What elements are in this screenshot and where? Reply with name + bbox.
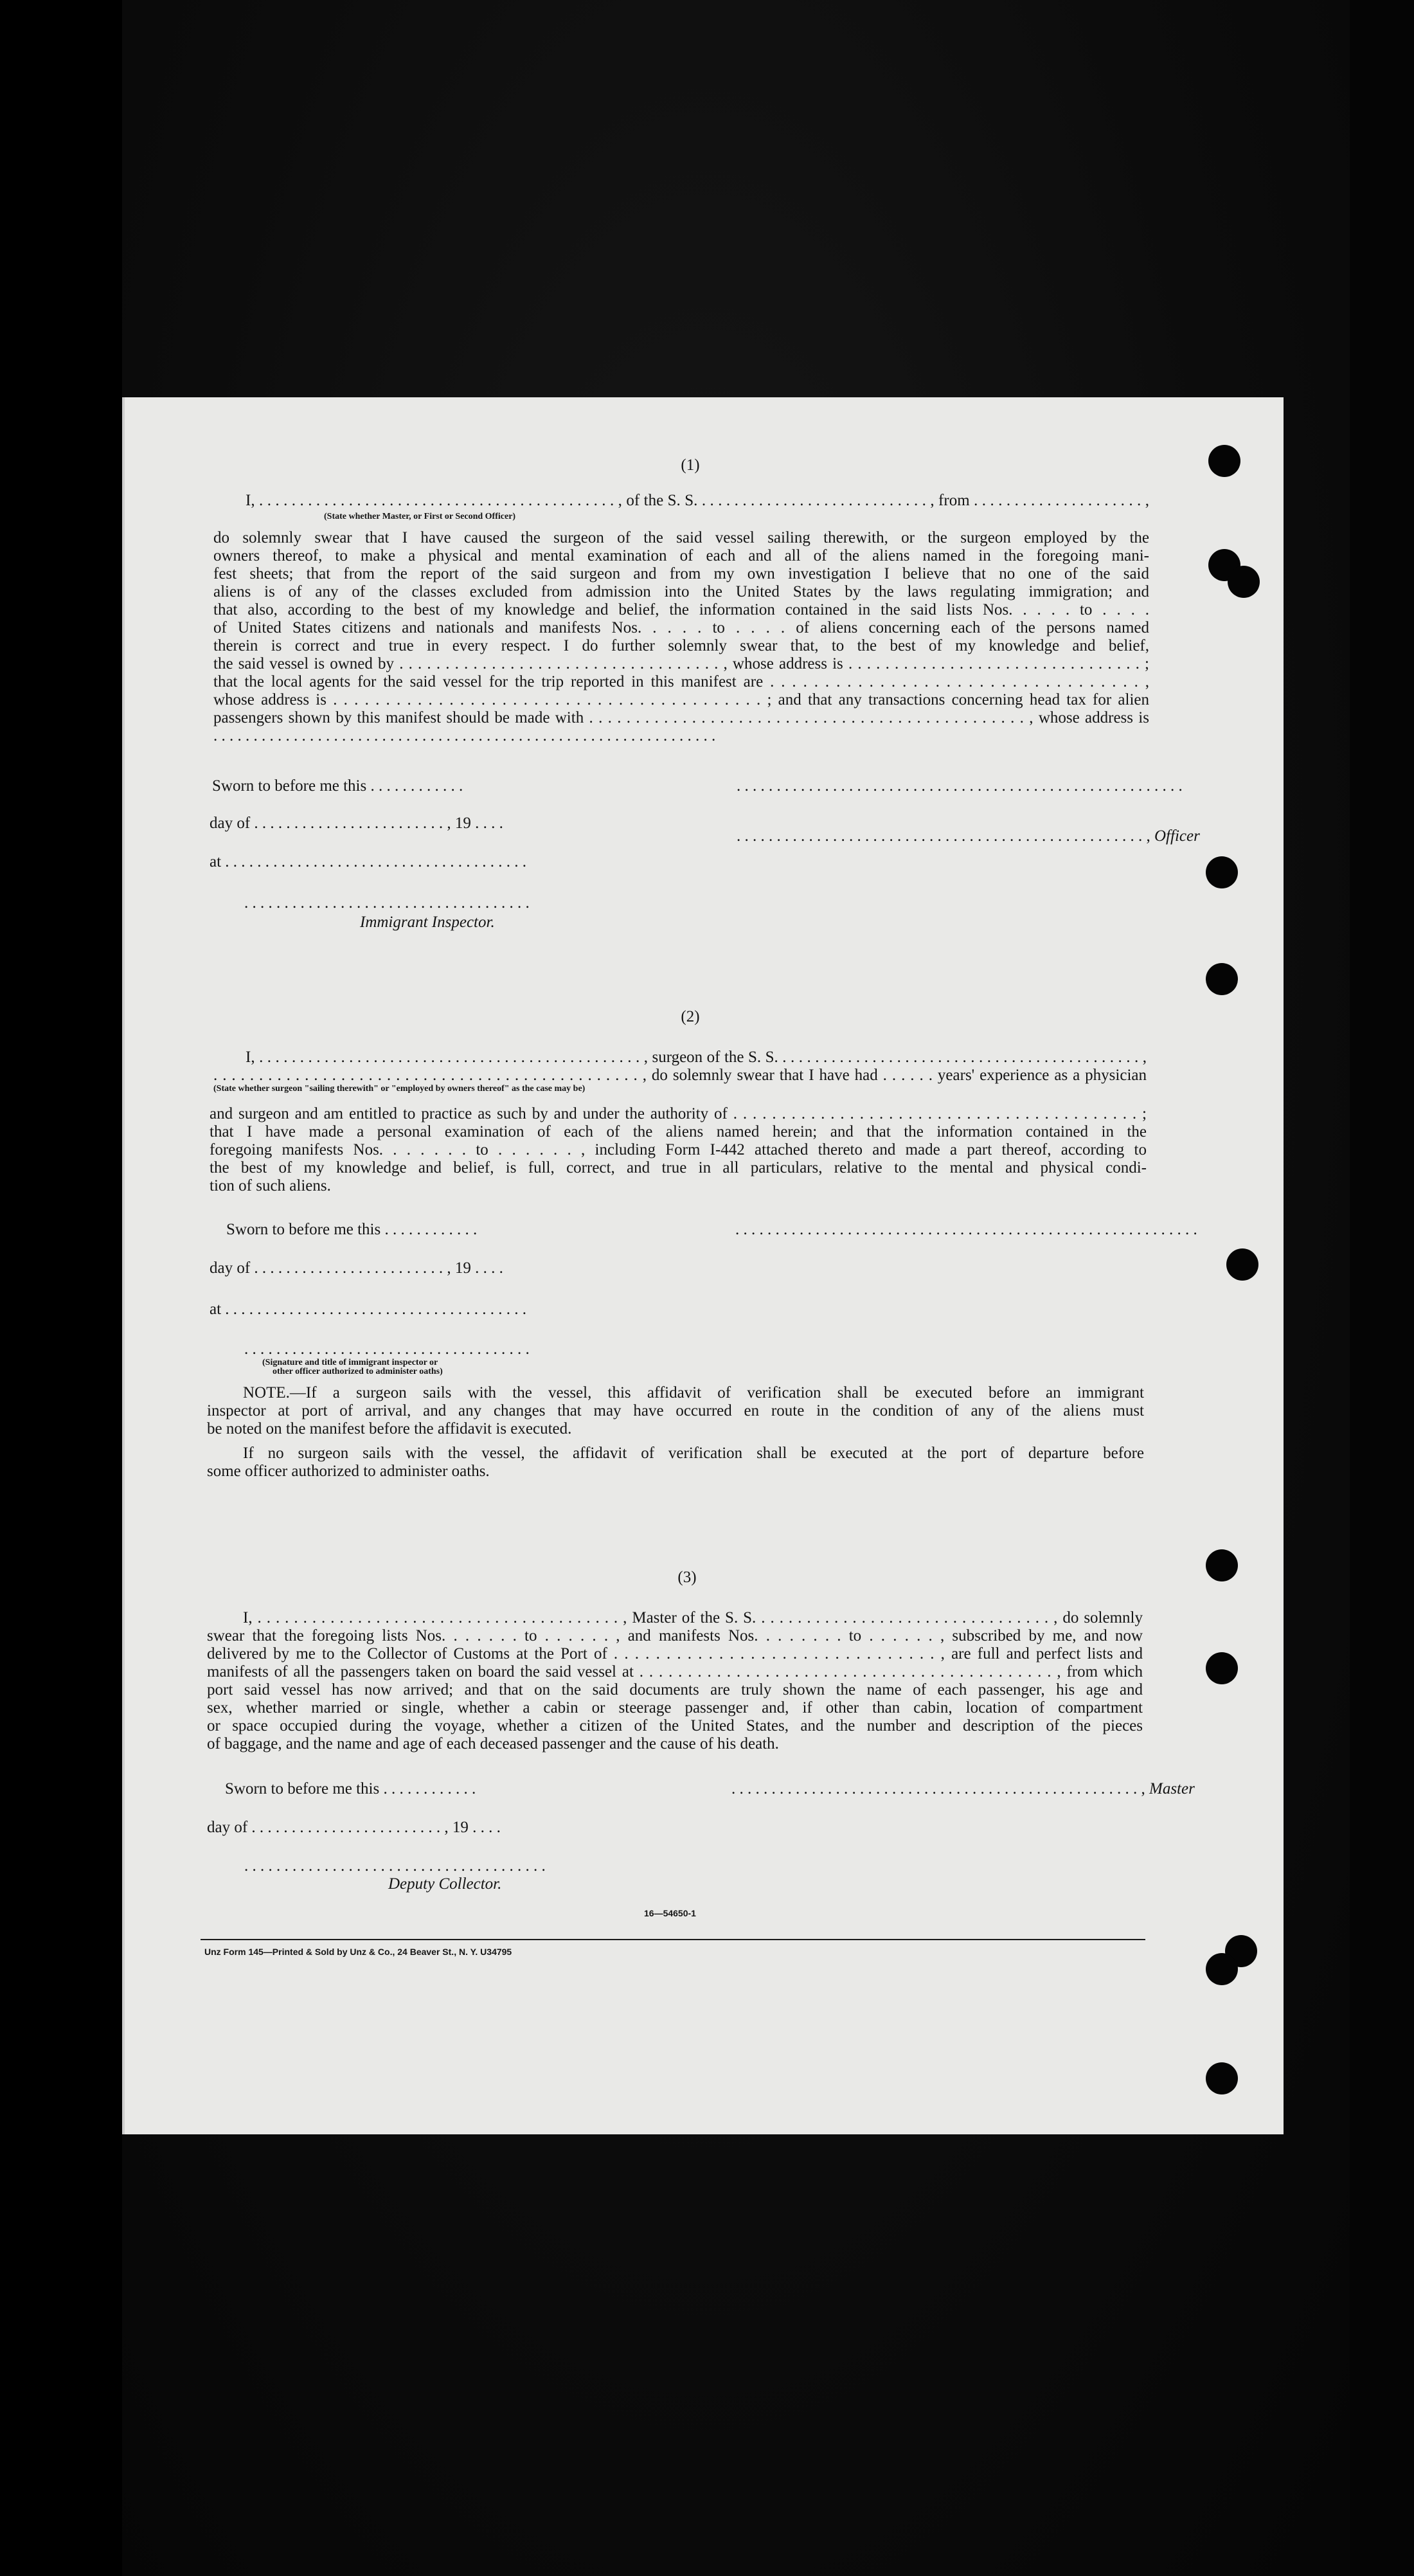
oath-line: whose address is . . . . . . . . . . . . . . . . . . . . . . . . . . . . . . . . . . . . . . . . . ; and that any transactions concerning head tax for alien <box>213 691 1149 708</box>
section-2-at: at . . . . . . . . . . . . . . . . . . . . . . . . . . . . . . . . . . . . . . <box>210 1301 527 1318</box>
oath-line: tion of such aliens. <box>210 1177 331 1194</box>
oath-line: fest sheets; that from the report of the said surgeon and from my own investigation I believe that no one of the said <box>213 565 1149 582</box>
oath-line: of United States citizens and nationals and manifests Nos. . . . . to . . . . of aliens concerning each of the persons named <box>213 619 1149 636</box>
scan-left-border <box>0 0 122 2576</box>
punch-hole <box>1206 1953 1238 1985</box>
punch-hole <box>1206 963 1238 995</box>
note-line: inspector at port of arrival, and any changes that may have occurred en route in the condition of any of the aliens must <box>207 1402 1144 1419</box>
manifest-page <box>122 397 1284 2134</box>
oath-line: owners thereof, to make a physical and mental examination of each and all of the aliens named in the foregoing mani- <box>213 547 1149 564</box>
section-1-sworn: Sworn to before me this . . . . . . . . . . . . <box>212 777 463 795</box>
section-2-day: day of . . . . . . . . . . . . . . . . . . . . . . . . , 19 . . . . <box>210 1259 503 1277</box>
form-code: 16—54650-1 <box>644 1908 696 1918</box>
oath-line: therein is correct and true in every respect. I do further solemnly swear that, to the best of my knowledge and belief, <box>213 637 1149 654</box>
section-1-at: at . . . . . . . . . . . . . . . . . . . . . . . . . . . . . . . . . . . . . . <box>210 853 527 870</box>
punch-hole <box>1206 2062 1238 2094</box>
section-3-number: (3) <box>677 1569 697 1586</box>
section-1-number: (1) <box>681 456 700 474</box>
oath-line: or space occupied during the voyage, whether a citizen of the United States, and the number and description of the pieces <box>207 1717 1143 1734</box>
oath-line: that I have made a personal examination of each of the aliens named herein; and that the information contained in the <box>210 1123 1147 1140</box>
oath-line: of baggage, and the name and age of each deceased passenger and the cause of his death. <box>207 1735 779 1752</box>
oath-line: that also, according to the best of my knowledge and belief, the information contained in the said lists Nos. . . . . to . . . . <box>213 601 1149 618</box>
oath-line: the said vessel is owned by . . . . . . . . . . . . . . . . . . . . . . . . . . . . . . . . . . . , whose address is . . . . . . . . . . . . . . . . . . . . . . . . . . . . . . . . ; <box>213 655 1149 672</box>
section-3-signature-line: . . . . . . . . . . . . . . . . . . . . . . . . . . . . . . . . . . . . . . <box>244 1857 546 1875</box>
punch-hole <box>1206 856 1238 888</box>
oath-line: foregoing manifests Nos. . . . . . . to . . . . . . , including Form I-442 attached thereto and made a part thereof, according to <box>210 1141 1147 1158</box>
master-label: Master <box>1149 1780 1195 1797</box>
oath-line: sex, whether married or single, whether a cabin or steerage passenger and, if other than cabin, location of compartment <box>207 1699 1143 1716</box>
punch-hole <box>1228 566 1260 598</box>
officer-signature-line: . . . . . . . . . . . . . . . . . . . . . . . . . . . . . . . . . . . . . . . . . . . . . . . . . . . , <box>737 827 1150 845</box>
master-signature-line: . . . . . . . . . . . . . . . . . . . . . . . . . . . . . . . . . . . . . . . . . . . . . . . . . . . , <box>731 1780 1145 1797</box>
section-2-number: (2) <box>681 1008 700 1025</box>
note-line: If no surgeon sails with the vessel, the affidavit of verification shall be executed at the port of departure before <box>243 1445 1144 1462</box>
officer-label: Officer <box>1154 827 1200 845</box>
oath-line: do solemnly swear that I have caused the surgeon of the said vessel sailing therewith, or the surgeon employed by the <box>213 529 1149 546</box>
section-2-second-line: . . . . . . . . . . . . . . . . . . . . . . . . . . . . . . . . . . . . . . . . . . . . . . . , do solemnly swear that I have had . . . . . . years' experience as a physician <box>213 1067 1147 1084</box>
oath-line: port said vessel has now arrived; and that on the said documents are truly shown the name of each passenger, his age and <box>207 1681 1143 1698</box>
oath-line: delivered by me to the Collector of Customs at the Port of . . . . . . . . . . . . . . . . . . . . . . . . . . . . . . . , are full and perfect lists and <box>207 1645 1143 1662</box>
section-2-signature-line: . . . . . . . . . . . . . . . . . . . . . . . . . . . . . . . . . . . . <box>244 1340 530 1358</box>
section-2-first-line: I, . . . . . . . . . . . . . . . . . . . . . . . . . . . . . . . . . . . . . . . . . . . . . . . , surgeon of the S. S. . . . . . . . . . . . . . . . . . . . . . . . . . . . . . . . . . . . . . . . . . . . . , <box>246 1049 1147 1066</box>
section-2-signature-note-2: other officer authorized to administer oaths) <box>273 1367 443 1376</box>
note-line: some officer authorized to administer oaths. <box>207 1463 490 1480</box>
printer-imprint: Unz Form 145—Printed & Sold by Unz & Co., 24 Beaver St., N. Y. U34795 <box>204 1947 512 1957</box>
oath-line: manifests of all the passengers taken on board the said vessel at . . . . . . . . . . . . . . . . . . . . . . . . . . . . . . . . . . . . . . . . . . . , from which <box>207 1663 1143 1680</box>
section-3-sworn: Sworn to before me this . . . . . . . . . . . . <box>225 1780 476 1797</box>
oath-line: passengers shown by this manifest should be made with . . . . . . . . . . . . . . . . . . . . . . . . . . . . . . . . . . . . . . . . . . . . . . . , whose address is <box>213 709 1149 726</box>
punch-hole <box>1226 1248 1258 1281</box>
section-1-signature-line: . . . . . . . . . . . . . . . . . . . . . . . . . . . . . . . . . . . . <box>244 894 530 912</box>
scan-right-border <box>1350 0 1414 2576</box>
section-1-day: day of . . . . . . . . . . . . . . . . . . . . . . . . , 19 . . . . <box>210 815 503 832</box>
section-2-signature-note-1: (Signature and title of immigrant inspector or <box>262 1358 438 1367</box>
section-1-inspector-label: Immigrant Inspector. <box>360 914 495 931</box>
section-1-first-line: I, . . . . . . . . . . . . . . . . . . . . . . . . . . . . . . . . . . . . . . . . . . . . , of the S. S. . . . . . . . . . . . . . . . . . . . . . . . . . . . . , from . . . . . . . . . . . . . . . . . . . . . , <box>246 492 1149 509</box>
section-2-note: (State whether surgeon "sailing therewith" or "employed by owners thereof" as the case may be) <box>213 1084 586 1094</box>
oath-line: that the local agents for the said vessel for the trip reported in this manifest are . . . . . . . . . . . . . . . . . . . . . . . . . . . . . . . . . . , <box>213 673 1149 690</box>
oath-line: I, . . . . . . . . . . . . . . . . . . . . . . . . . . . . . . . . . . . . . . . . , Master of the S. S. . . . . . . . . . . . . . . . . . . . . . . . . . . . . . . . . , do solemnly <box>243 1609 1143 1626</box>
section-3-collector-label: Deputy Collector. <box>388 1875 502 1893</box>
oath-line: the best of my knowledge and belief, is full, correct, and true in all particulars, relative to the mental and physical condi- <box>210 1159 1147 1176</box>
section-3-master-line <box>731 1779 1195 1798</box>
section-1-note: (State whether Master, or First or Second Officer) <box>324 512 516 521</box>
section-3-day: day of . . . . . . . . . . . . . . . . . . . . . . . . , 19 . . . . <box>207 1819 501 1836</box>
section-1-officer-line-1: . . . . . . . . . . . . . . . . . . . . . . . . . . . . . . . . . . . . . . . . . . . . . . . . . . . . . . . . <box>737 777 1183 795</box>
section-2-right-line: . . . . . . . . . . . . . . . . . . . . . . . . . . . . . . . . . . . . . . . . . . . . . . . . . . . . . . . . . . <box>735 1221 1197 1238</box>
note-line: NOTE.—If a surgeon sails with the vessel, this affidavit of verification shall be executed before an immigrant <box>243 1384 1144 1401</box>
oath-line: . . . . . . . . . . . . . . . . . . . . . . . . . . . . . . . . . . . . . . . . . . . . . . . . . . . . . . . . . . . . . . . <box>213 727 716 744</box>
oath-line: swear that the foregoing lists Nos. . . . . . . to . . . . . . , and manifests Nos. . . . . . . . to . . . . . . , subscribed by me, and now <box>207 1627 1143 1644</box>
footer-rule <box>201 1939 1145 1940</box>
punch-hole <box>1206 1652 1238 1684</box>
section-1-officer-line-2 <box>737 827 1200 845</box>
note-line: be noted on the manifest before the affidavit is executed. <box>207 1420 572 1437</box>
oath-line: and surgeon and am entitled to practice as such by and under the authority of . . . . . . . . . . . . . . . . . . . . . . . . . . . . . . . . . . . . . . . . . . ; <box>210 1105 1147 1122</box>
section-2-sworn: Sworn to before me this . . . . . . . . . . . . <box>226 1221 478 1238</box>
oath-line: aliens is of any of the classes excluded from admission into the United States by the laws regulating immigration; and <box>213 583 1149 600</box>
